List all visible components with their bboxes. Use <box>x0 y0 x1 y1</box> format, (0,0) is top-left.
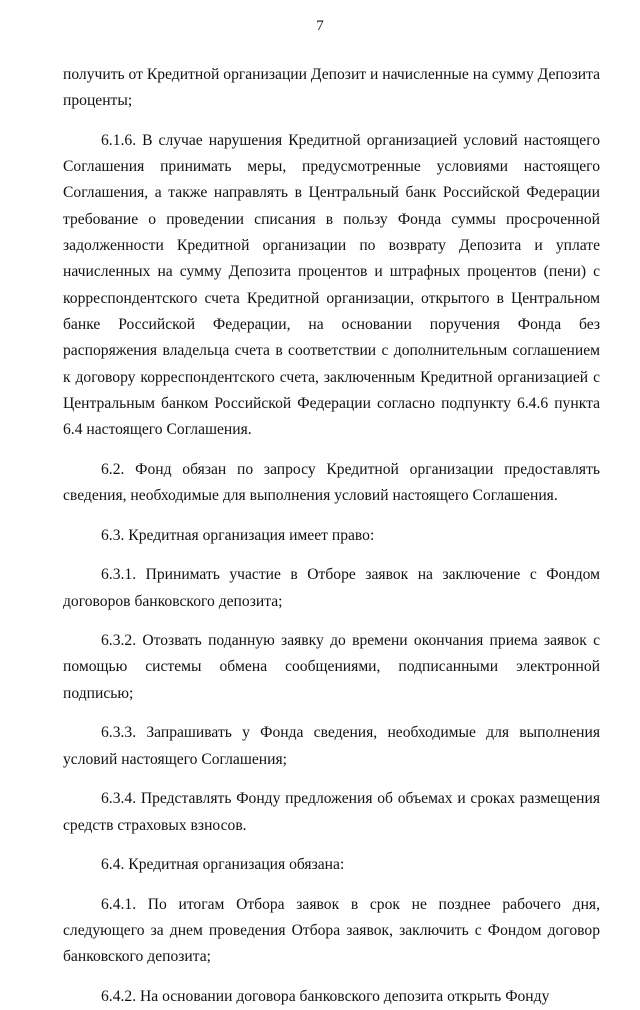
document-body <box>63 62 600 1010</box>
paragraph-6-3-3: 6.3.3. Запрашивать у Фонда сведения, необходимые для выполнения условий настоящего Соглашения; <box>63 724 600 768</box>
paragraph-6-3-4: 6.3.4. Представлять Фонду предложения об объемах и сроках размещения средств страховых взносов. <box>63 790 600 834</box>
paragraph-6-3-1: 6.3.1. Принимать участие в Отборе заявок на заключение с Фондом договоров банковского депозита; <box>63 566 600 610</box>
paragraph-6-4-1: 6.4.1. По итогам Отбора заявок в срок не позднее рабочего дня, следующего за днем проведения Отбора заявок, заключить с Фондом договор банковского депозита; <box>63 895 600 966</box>
paragraph-6-4: 6.4. Кредитная организация обязана: <box>101 856 345 874</box>
paragraph-continuation: получить от Кредитной организации Депозит и начисленные на сумму Депозита проценты; <box>63 66 600 110</box>
paragraph-6-2: 6.2. Фонд обязан по запросу Кредитной организации предоставлять сведения, необходимые для выполнения условий настоящего Соглашения. <box>63 460 600 505</box>
paragraph-6-3-2: 6.3.2. Отозвать поданную заявку до времени окончания приема заявок с помощью системы обмена сообщениями, подписанными электронной подписью; <box>63 632 600 702</box>
page-number: 7 <box>316 18 324 34</box>
paragraph-6-3: 6.3. Кредитная организация имеет право: <box>101 526 375 544</box>
paragraph-6-4-2: 6.4.2. На основании договора банковского депозита открыть Фонду <box>101 987 550 1005</box>
paragraph-6-1-6: 6.1.6. В случае нарушения Кредитной организацией условий настоящего Соглашения принимать меры, предусмотренные условиями настоящего Соглашения, а также направлять в Центральный банк Российской Федерации требование о проведении списания в пользу Фонда суммы просроченной задолженности Кредитной организации по возврату Депозита и уплате начисленных на сумму Депозита процентов и штрафных процентов (пени) с корреспондентского счета Кредитной организации, открытого в Центральном банке Российской Федерации, на основании поручения Фонда без распоряжения владельца счета в соответствии с дополнительным соглашением к договору корреспондентского счета, заключенным Кредитной организацией с Центральным банком Российской Федерации согласно подпункту 6.4.6 пункта 6.4 настоящего Соглашения. <box>63 131 600 439</box>
